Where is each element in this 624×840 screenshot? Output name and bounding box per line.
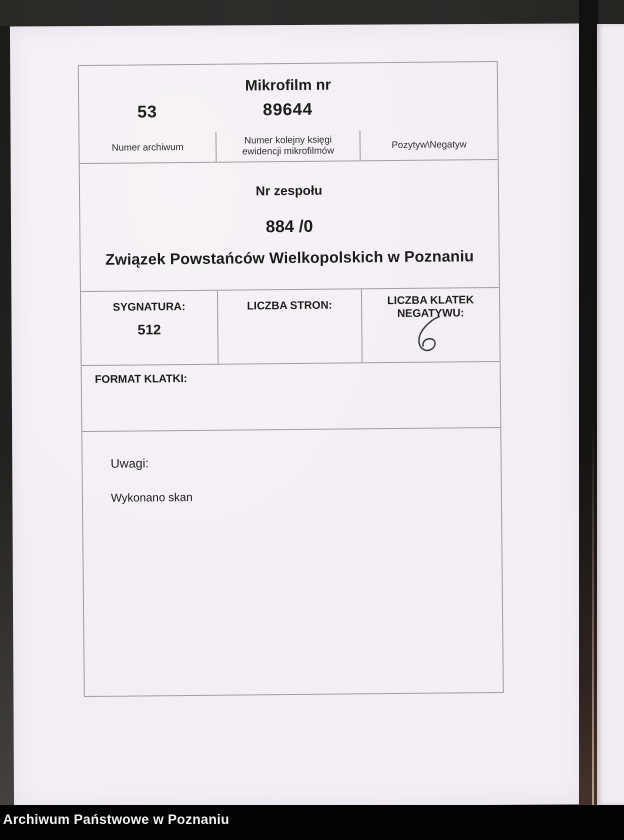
page-edge-highlight [592, 420, 594, 805]
sygnatura-value: 512 [137, 321, 162, 338]
archive-name-label: Archiwum Państwowe w Poznaniu [3, 812, 230, 827]
microfilm-card-page [10, 24, 583, 808]
nr-zespolu-value: 884 /0 [265, 216, 314, 237]
header-label-strip [79, 129, 497, 163]
zespol-name: Związek Powstańców Wielkopolskich w Poznaniu [105, 248, 475, 269]
label-numer-kolejny-ksiegi: Numer kolejny księgi ewidencji mikrofilmów [215, 130, 360, 161]
format-klatki-label: FORMAT KLATKI: [94, 373, 188, 386]
liczba-stron-cell [217, 289, 363, 363]
details-section [81, 288, 500, 366]
label-pozytyw-negatyw: Pozytyw\Negatyw [391, 138, 467, 151]
microfilm-form [78, 61, 504, 697]
liczba-stron-label: LICZBA STRON: [246, 299, 333, 313]
form-header-section [79, 62, 498, 164]
sygnatura-label: SYGNATURA: [112, 301, 186, 314]
archive-number-value: 53 [137, 102, 158, 122]
form-title: Mikrofilm nr [244, 76, 331, 95]
liczba-klatek-label: LICZBA KLATEK NEGATYWU: [387, 294, 474, 321]
liczba-klatek-cell [362, 288, 500, 362]
uwagi-label: Uwagi: [110, 456, 149, 471]
format-klatki-section [82, 362, 501, 432]
uwagi-note: Wykonano skan [110, 491, 193, 505]
page-gap-shadow [579, 0, 598, 805]
zespol-section [80, 160, 499, 292]
uwagi-section [82, 428, 503, 696]
handwritten-6-value [414, 315, 444, 355]
label-numer-archiwum: Numer archiwum [111, 141, 184, 154]
adjacent-page-edge [597, 24, 624, 805]
footer-bar [0, 805, 624, 840]
nr-zespolu-label: Nr zespołu [255, 182, 323, 199]
sygnatura-cell [81, 291, 218, 365]
microfilm-number-value: 89644 [262, 99, 313, 120]
